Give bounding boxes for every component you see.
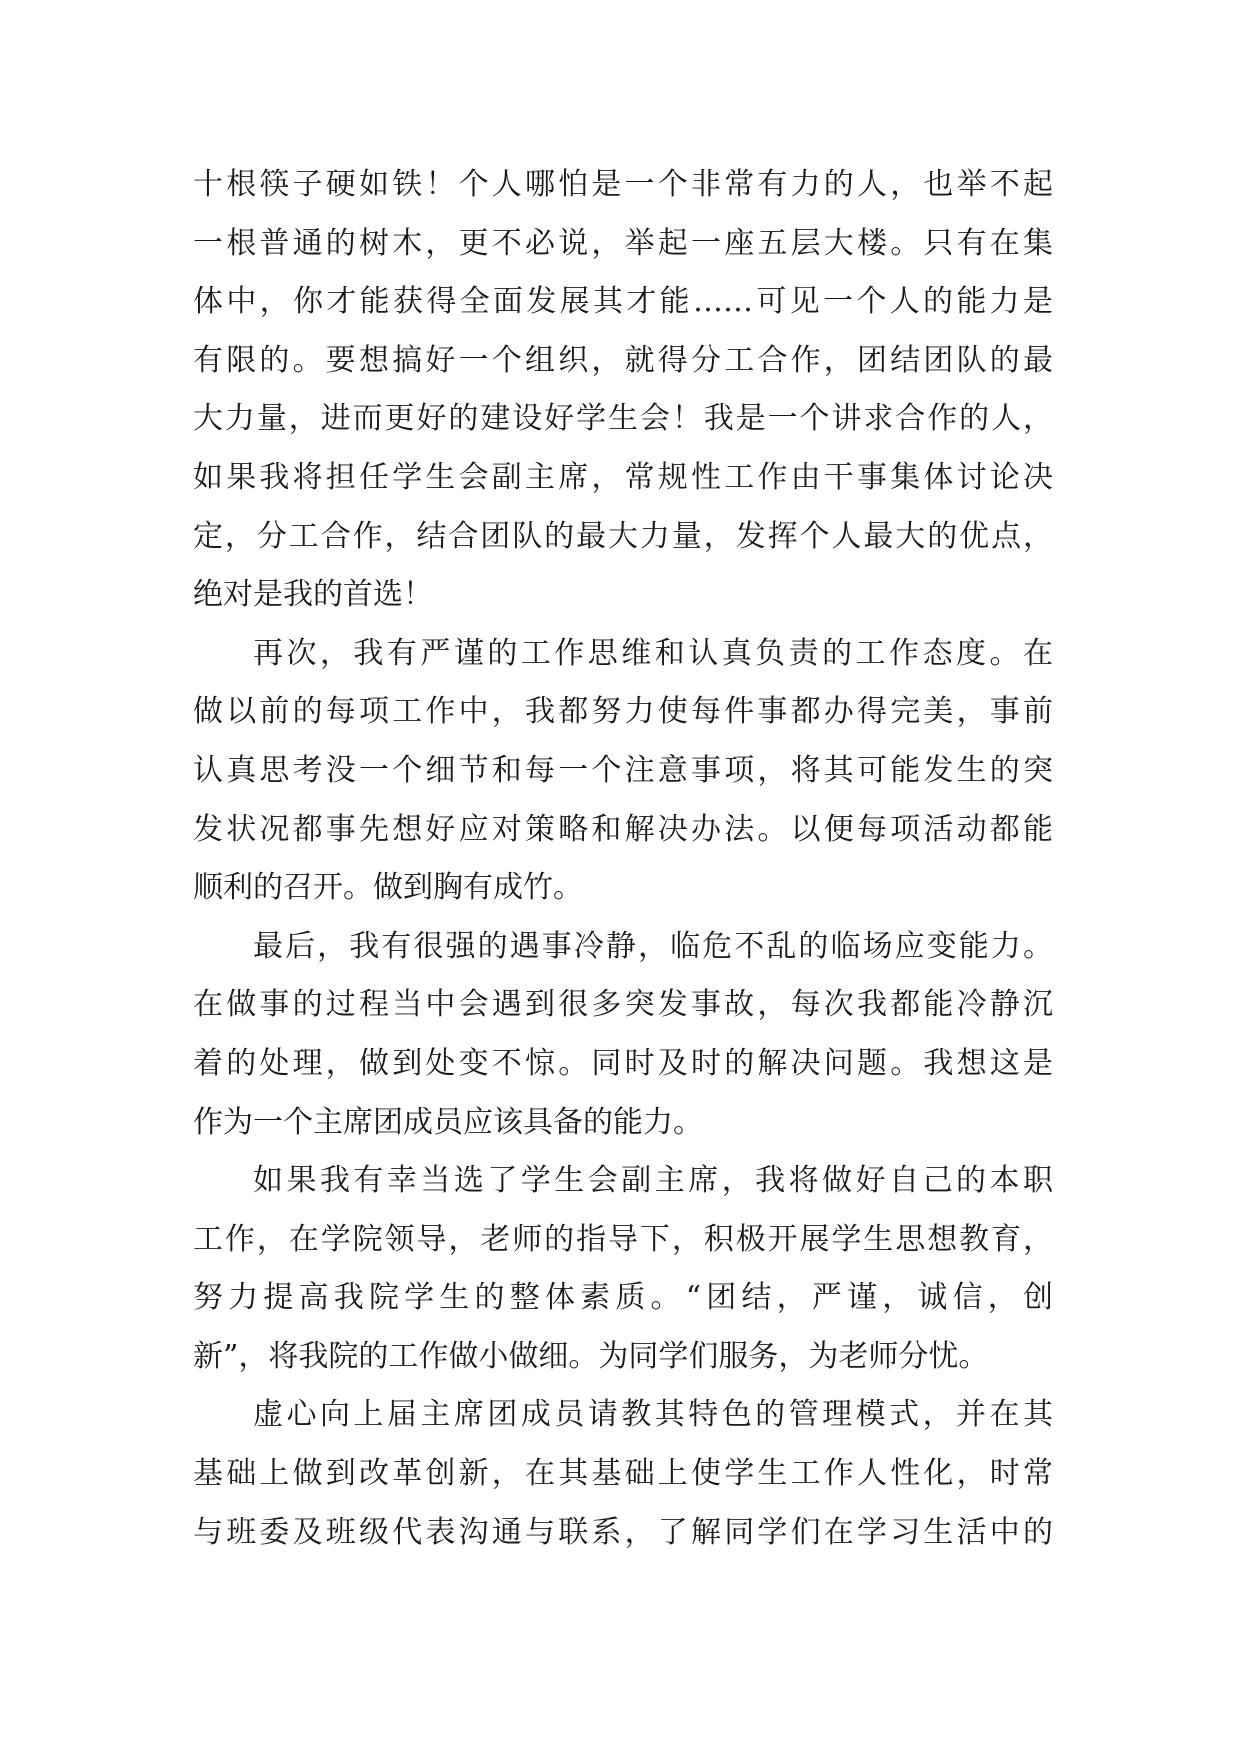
text-line: 一根普通的树木，更不必说，举起一座五层大楼。只有在集 — [193, 225, 1053, 261]
text-line: 如果我将担任学生会副主席，常规性工作由干事集体讨论决 — [193, 459, 1053, 495]
text-line: 有限的。要想搞好一个组织，就得分工合作，团结团队的最 — [193, 342, 1053, 378]
text-line: 最后，我有很强的遇事冷静，临危不乱的临场应变能力。 — [253, 928, 1053, 964]
text-line: 十根筷子硬如铁！个人哪怕是一个非常有力的人，也举不起 — [193, 167, 1053, 202]
text-line: 做以前的每项工作中，我都努力使每件事都办得完美，事前 — [193, 694, 1053, 730]
text-line: 虚心向上届主席团成员请教其特色的管理模式，并在其 — [253, 1397, 1053, 1433]
text-line: 如果我有幸当选了学生会副主席，我将做好自己的本职 — [253, 1163, 1053, 1199]
text-line: 新”，将我院的工作做小做细。为同学们服务，为老师分忧。 — [193, 1338, 989, 1374]
text-line: 顺利的召开。做到胸有成竹。 — [193, 870, 583, 906]
text-line: 认真思考没一个细节和每一个注意事项，将其可能发生的突 — [193, 752, 1053, 788]
text-line: 着的处理，做到处变不惊。同时及时的解决问题。我想这是 — [193, 1045, 1053, 1081]
text-line: 体中，你才能获得全面发展其才能……可见一个人的能力是 — [193, 284, 1053, 320]
text-line: 与班委及班级代表沟通与联系，了解同学们在学习生活中的 — [193, 1514, 1053, 1550]
text-line: 大力量，进而更好的建设好学生会！我是一个讲求合作的人， — [193, 401, 1053, 437]
text-line: 在做事的过程当中会遇到很多突发事故，每次我都能冷静沉 — [193, 987, 1053, 1023]
text-line: 作为一个主席团成员应该具备的能力。 — [193, 1104, 703, 1140]
text-line: 再次，我有严谨的工作思维和认真负责的工作态度。在 — [253, 635, 1053, 671]
text-line: 发状况都事先想好应对策略和解决办法。以便每项活动都能 — [193, 811, 1053, 847]
text-line: 定，分工合作，结合团队的最大力量，发挥个人最大的优点， — [193, 518, 1053, 554]
text-line: 绝对是我的首选！ — [193, 577, 433, 613]
text-line: 基础上做到改革创新，在其基础上使学生工作人性化，时常 — [193, 1456, 1053, 1492]
document-body — [193, 156, 1053, 1562]
text-line: 努力提高我院学生的整体素质。“团结，严谨，诚信，创 — [193, 1280, 1053, 1316]
text-line: 工作，在学院领导，老师的指导下，积极开展学生思想教育， — [193, 1221, 1053, 1257]
